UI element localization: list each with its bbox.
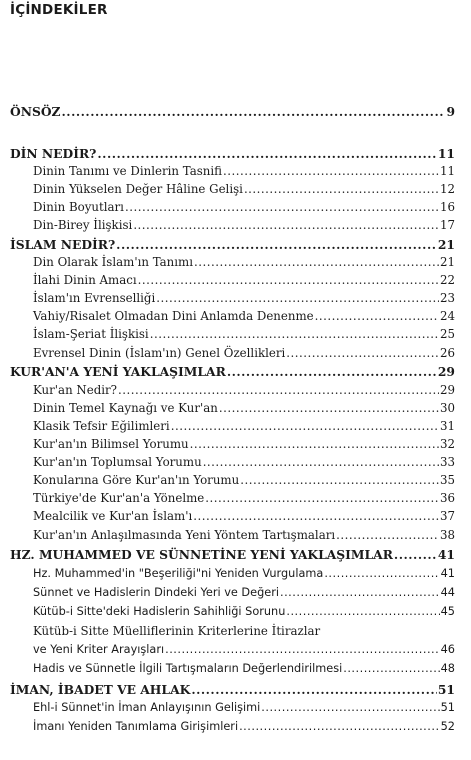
- toc-page-number: 51: [437, 682, 455, 697]
- toc-page-number: 26: [439, 346, 455, 360]
- toc-page-number: 44: [440, 586, 455, 599]
- toc-page-number: 45: [440, 605, 455, 618]
- toc-page-number: 41: [437, 547, 455, 562]
- leader-dots: [116, 237, 437, 252]
- toc-entry-label: Kur'an'ın Bilimsel Yorumu: [33, 437, 189, 451]
- toc-page-number: 41: [440, 567, 455, 580]
- toc-page-number: 16: [439, 200, 455, 214]
- toc-page-number: 31: [439, 419, 455, 433]
- toc-page-number: 35: [439, 473, 455, 487]
- leader-dots: [193, 509, 439, 523]
- leader-dots: [156, 291, 439, 305]
- toc-entry: [33, 383, 455, 397]
- leader-dots: [191, 682, 437, 697]
- toc-entry: [33, 437, 455, 451]
- toc-entry-label: İmanı Yeniden Tanımlama Girişimleri: [33, 720, 239, 733]
- toc-page-number: 17: [439, 218, 455, 232]
- toc-entry: [33, 586, 455, 599]
- toc-entry-label: Kur'an Nedir?: [33, 383, 118, 397]
- leader-dots: [324, 567, 439, 580]
- toc-entry-label: İslam-Şeriat İlişkisi: [33, 327, 149, 341]
- toc-entry: [33, 473, 455, 487]
- leader-dots: [205, 491, 439, 505]
- toc-entry: [33, 419, 455, 433]
- toc-entry-label: İlahi Dinin Amacı: [33, 273, 137, 287]
- toc-page-number: 46: [440, 643, 455, 656]
- toc-page-number: 38: [439, 528, 455, 542]
- toc-entry-label: Hadis ve Sünnetle İlgili Tartışmaların Değerlendirilmesi: [33, 662, 343, 675]
- toc-page-number: 21: [437, 237, 455, 252]
- leader-dots: [343, 662, 439, 675]
- leader-dots: [97, 146, 436, 161]
- toc-entry-label: Hz. Muhammed'in "Beşeriliği"ni Yeniden Vurgulama: [33, 567, 324, 580]
- toc-entry: [33, 701, 455, 714]
- toc-entry: [33, 624, 455, 638]
- toc-page-number: 12: [439, 182, 455, 196]
- toc-entry-label: Kütüb-i Sitte'deki Hadislerin Sahihliği Sorunu: [33, 605, 286, 618]
- leader-dots: [133, 218, 439, 232]
- toc-section: [10, 104, 455, 119]
- toc-entry-label: İslam'ın Evrenselliği: [33, 291, 156, 305]
- leader-dots: [239, 720, 440, 733]
- toc-entry-label: Vahiy/Risalet Olmadan Dini Anlamda Denenme: [33, 309, 314, 323]
- toc-entry-label: Kur'an'ın Anlaşılmasında Yeni Yöntem Tartışmaları: [33, 528, 336, 542]
- toc-entry-label: İSLAM NEDİR?: [10, 237, 116, 252]
- toc-entry-label: Sünnet ve Hadislerin Dindeki Yeri ve Değeri: [33, 586, 279, 599]
- toc-entry-label: Evrensel Dinin (İslam'ın) Genel Özellikleri: [33, 346, 286, 360]
- toc-entry: [33, 255, 455, 269]
- leader-dots: [286, 346, 439, 360]
- toc-entry: [33, 662, 455, 675]
- leader-dots: [286, 605, 439, 618]
- toc-entry: [33, 528, 455, 542]
- leader-dots: [62, 104, 446, 119]
- leader-dots: [138, 273, 439, 287]
- toc-page-number: 36: [439, 491, 455, 505]
- toc-page-number: 21: [439, 255, 455, 269]
- leader-dots: [150, 327, 439, 341]
- toc-entry-label: Türkiye'de Kur'an'a Yönelme: [33, 491, 205, 505]
- toc-entry-label: Dinin Tanımı ve Dinlerin Tasnifi: [33, 164, 223, 178]
- leader-dots: [171, 419, 439, 433]
- toc-page-number: 32: [439, 437, 455, 451]
- toc-entry-label: Kur'an'ın Toplumsal Yorumu: [33, 455, 202, 469]
- toc-entry: [33, 491, 455, 505]
- leader-dots: [194, 255, 439, 269]
- toc-entry: [33, 309, 455, 323]
- toc-entry: [33, 346, 455, 360]
- toc-entry: [33, 218, 455, 232]
- toc-entry-label: ve Yeni Kriter Arayışları: [33, 643, 165, 656]
- toc-page-number: 11: [437, 146, 455, 161]
- toc-entry-label: Mealcilik ve Kur'an İslam'ı: [33, 509, 193, 523]
- toc-entry-label: DİN NEDİR?: [10, 146, 97, 161]
- leader-dots: [315, 309, 439, 323]
- toc-entry-label: Dinin Boyutları: [33, 200, 124, 214]
- leader-dots: [223, 164, 439, 178]
- toc-page-number: 9: [446, 104, 455, 119]
- leader-dots: [118, 383, 439, 397]
- toc-page-number: 37: [439, 509, 455, 523]
- toc-page-number: 22: [439, 273, 455, 287]
- toc-page-number: 30: [439, 401, 455, 415]
- leader-dots: [244, 182, 439, 196]
- toc-entry: [33, 182, 455, 196]
- toc-entry-label: ÖNSÖZ: [10, 104, 61, 119]
- toc-entry-label: Klasik Tefsir Eğilimleri: [33, 419, 170, 433]
- leader-dots: [190, 437, 439, 451]
- toc-entry: [33, 401, 455, 415]
- toc-entry-label: Konularına Göre Kur'an'ın Yorumu: [33, 473, 240, 487]
- toc-page-number: 51: [440, 701, 455, 714]
- leader-dots: [394, 547, 437, 562]
- leader-dots: [227, 364, 437, 379]
- toc-section: [10, 364, 455, 379]
- toc-entry-label: Kütüb-i Sitte Müelliflerinin Kriterlerine İtirazlar: [33, 624, 321, 638]
- toc-entry: [33, 291, 455, 305]
- toc-entry-label: Dinin Temel Kaynağı ve Kur'an: [33, 401, 218, 415]
- leader-dots: [261, 701, 439, 714]
- toc-entry: [33, 643, 455, 656]
- toc-section: [10, 146, 455, 161]
- toc-entry: [33, 509, 455, 523]
- toc-entry: [33, 200, 455, 214]
- leader-dots: [165, 643, 440, 656]
- toc-page-number: 25: [439, 327, 455, 341]
- toc-entry-label: Dinin Yükselen Değer Hâline Gelişi: [33, 182, 243, 196]
- toc-entry-label: Din-Birey İlişkisi: [33, 218, 133, 232]
- toc-page-number: 52: [440, 720, 455, 733]
- toc-entry-label: İMAN, İBADET VE AHLAK: [10, 682, 191, 697]
- page-title: İÇİNDEKİLER: [10, 2, 108, 18]
- leader-dots: [280, 586, 440, 599]
- toc-entry: [33, 720, 455, 733]
- leader-dots: [336, 528, 439, 542]
- toc-entry-label: HZ. MUHAMMED VE SÜNNETİNE YENİ YAKLAŞIMLAR: [10, 547, 393, 562]
- toc-page-number: 48: [440, 662, 455, 675]
- toc-entry: [33, 567, 455, 580]
- toc-entry-label: Din Olarak İslam'ın Tanımı: [33, 255, 194, 269]
- toc-page-number: 29: [439, 383, 455, 397]
- toc-entry: [33, 164, 455, 178]
- toc-entry: [33, 327, 455, 341]
- toc-page-number: 24: [439, 309, 455, 323]
- leader-dots: [125, 200, 439, 214]
- toc-section: [10, 547, 455, 562]
- toc-section: [10, 682, 455, 697]
- toc-entry-label: Ehl-i Sünnet'in İman Anlayışının Gelişimi: [33, 701, 261, 714]
- toc-page-number: 23: [439, 291, 455, 305]
- leader-dots: [240, 473, 439, 487]
- toc-page-number: 11: [439, 164, 455, 178]
- toc-page-number: 29: [437, 364, 455, 379]
- leader-dots: [203, 455, 439, 469]
- toc-section: [10, 237, 455, 252]
- toc-page-number: 33: [439, 455, 455, 469]
- toc-entry: [33, 273, 455, 287]
- toc-entry: [33, 455, 455, 469]
- toc-entry: [33, 605, 455, 618]
- toc-entry-label: KUR'AN'A YENİ YAKLAŞIMLAR: [10, 364, 226, 379]
- leader-dots: [219, 401, 439, 415]
